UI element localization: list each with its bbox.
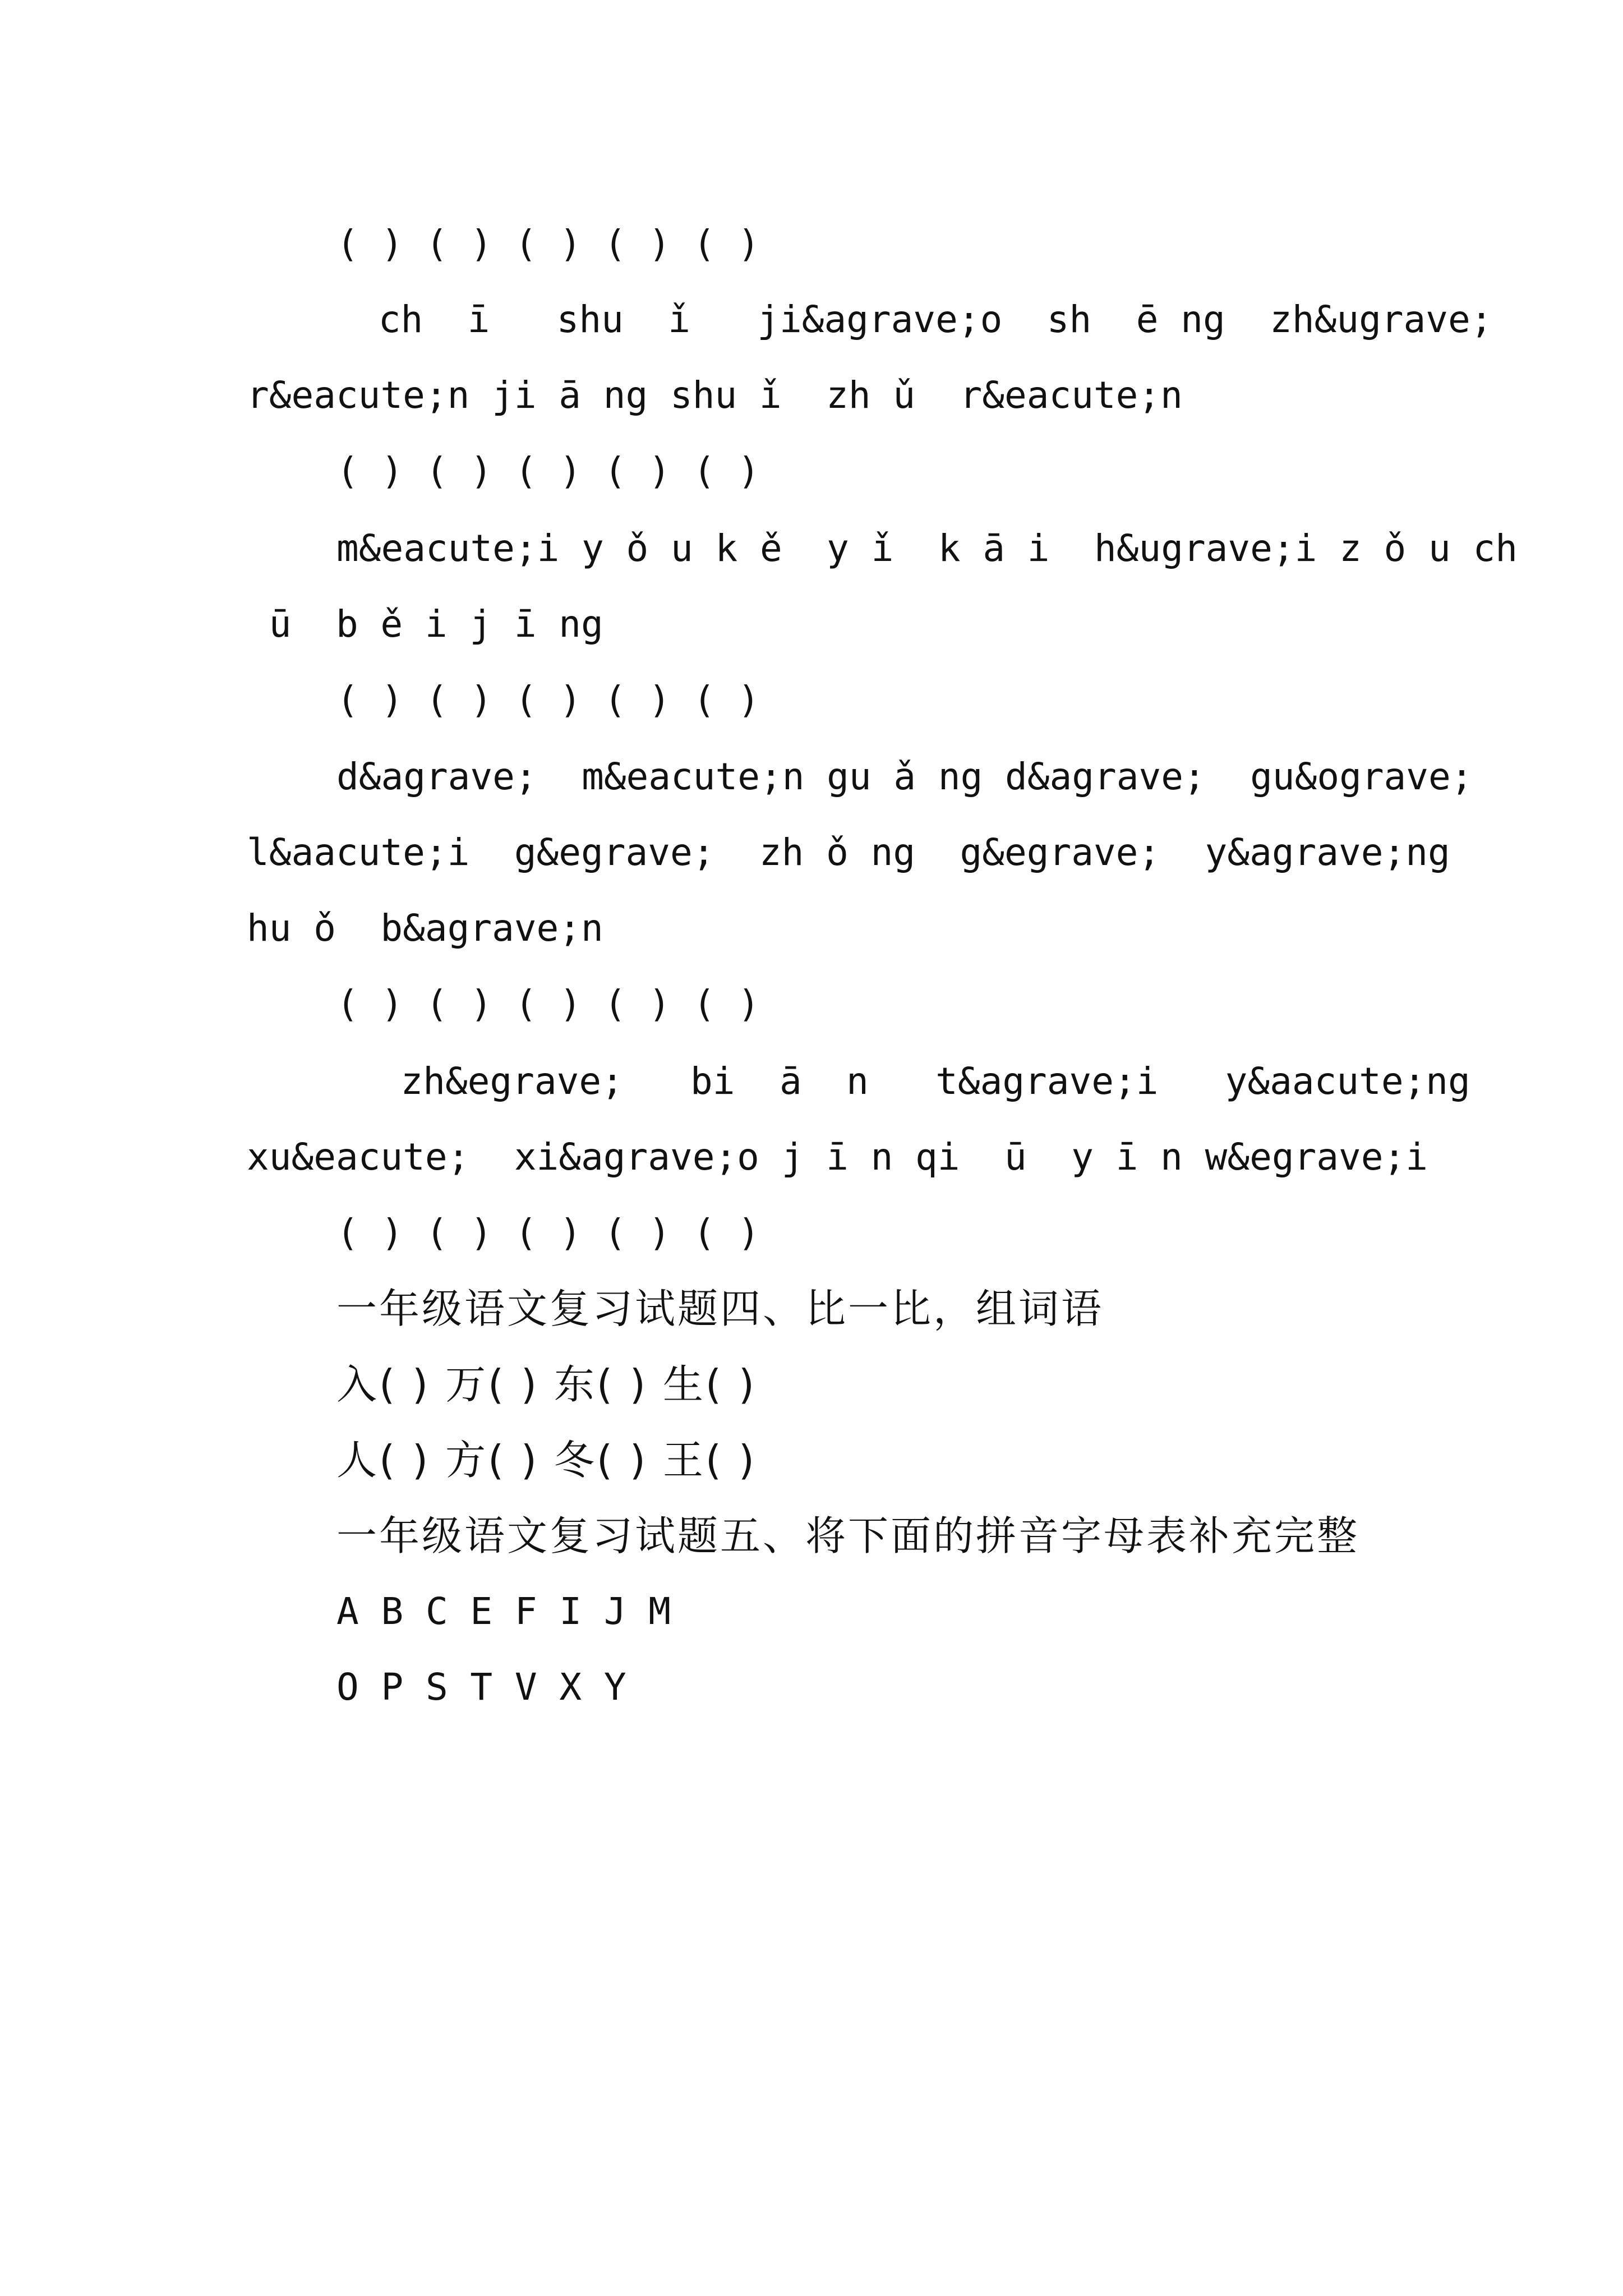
alphabet-row-2: O P S T V X Y bbox=[336, 1665, 626, 1709]
answer-brackets-row-4: ( ) ( ) ( ) ( ) ( ) bbox=[336, 982, 760, 1025]
pinyin-line-3b: l&aacute;i g&egrave; zh ǒ ng g&egrave; y&agrave;ng bbox=[247, 831, 1450, 874]
pinyin-line-3c: hu ǒ b&agrave;n bbox=[247, 907, 603, 950]
compare-words-row-2: 人( ) 方( ) 冬( ) 王( ) bbox=[336, 1437, 757, 1484]
pinyin-line-4a: zh&egrave; bi ā n t&agrave;i y&aacute;ng bbox=[356, 1060, 1470, 1103]
pinyin-line-1b: r&eacute;n ji ā ng shu ǐ zh ǔ r&eacute;n bbox=[247, 374, 1183, 417]
pinyin-line-3a: d&agrave; m&eacute;n gu ǎ ng d&agrave; gu&ograve; bbox=[336, 755, 1473, 798]
pinyin-line-2a: m&eacute;i y ǒ u k ě y ǐ k ā i h&ugrave;i z ǒ u ch bbox=[336, 527, 1518, 570]
answer-brackets-row-1: ( ) ( ) ( ) ( ) ( ) bbox=[336, 222, 760, 265]
section-heading-5: 一年级语文复习试题五、将下面的拼音字母表补充完整 bbox=[336, 1512, 1360, 1559]
answer-brackets-row-5: ( ) ( ) ( ) ( ) ( ) bbox=[336, 1211, 760, 1254]
pinyin-line-1a: ch ī shu ǐ ji&agrave;o sh ē ng zh&ugrave; bbox=[356, 298, 1493, 341]
section-heading-4: 一年级语文复习试题四、比一比，组词语 bbox=[336, 1285, 1104, 1332]
answer-brackets-row-3: ( ) ( ) ( ) ( ) ( ) bbox=[336, 678, 760, 721]
compare-words-row-1: 入( ) 万( ) 东( ) 生( ) bbox=[336, 1361, 757, 1408]
pinyin-line-4b: xu&eacute; xi&agrave;o j ī n qi ū y ī n w&egrave;i bbox=[247, 1135, 1428, 1179]
answer-brackets-row-2: ( ) ( ) ( ) ( ) ( ) bbox=[336, 449, 760, 493]
pinyin-line-2b: ū b ě i j ī ng bbox=[247, 602, 603, 646]
alphabet-row-1: A B C E F I J M bbox=[336, 1590, 671, 1633]
